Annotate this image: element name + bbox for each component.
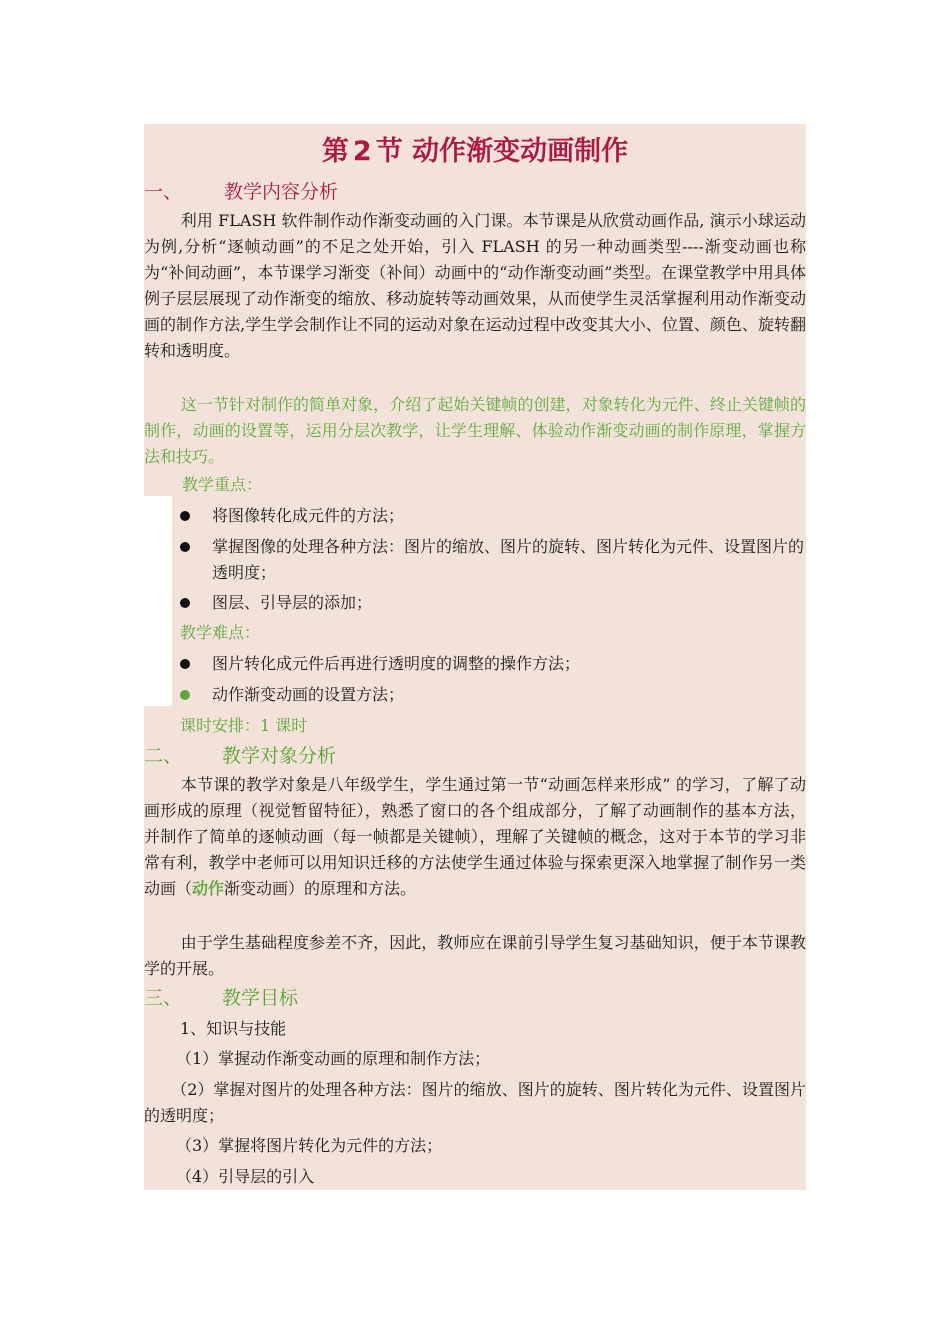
section2-paragraph-2: 由于学生基础程度参差不齐，因此，教师应在课前引导学生复习基础知识，便于本节课教学的开展。	[144, 933, 806, 978]
key-point-item: 将图像转化成元件的方法；	[180, 503, 806, 529]
section1-paragraph-2: 这一节针对制作的简单对象，介绍了起始关键帧的创建，对象转化为元件、终止关键帧的制作，动画的设置等，运用分层次教学，让学生理解、体验动作渐变动画的制作原理，掌握方法和技巧。	[144, 395, 806, 466]
bullet-icon	[180, 690, 190, 700]
section3-heading	[144, 984, 298, 1012]
bullet-icon	[180, 659, 190, 669]
objective-item: （2）掌握对图片的处理各种方法：图片的缩放、图片的旋转、图片转化为元件、设置图片的透明度；	[144, 1080, 806, 1125]
section3-title: 教学目标	[222, 987, 299, 1009]
section2-marker: 二、	[144, 745, 183, 767]
objective-subheading: 1、知识与技能	[180, 1019, 287, 1038]
section2-heading	[144, 742, 336, 770]
section1-paragraph-1: 利用 FLASH 软件制作动作渐变动画的入门课。本节课是从欣赏动画作品, 演示小球运动为例,分析“逐帧动画”的不足之处开始，引入 FLASH 的另一种动画类型----渐变动画也称为“补间动画”，本节课学习渐变（补间）动画中的“动作渐变动画”类型。在课堂教学中用具体例子层层展现了动作渐变的缩放、移动旋转等动画效果，从而使学生灵活掌握利用动作渐变动画的制作方法,学生学会制作让不同的运动对象在运动过程中改变其大小、位置、颜色、旋转翻转和透明度。	[144, 211, 806, 360]
bullet-icon	[180, 511, 190, 521]
objective-item: （1）掌握动作渐变动画的原理和制作方法；	[176, 1049, 491, 1068]
page-title: 第 2 节 动作渐变动画制作	[321, 136, 629, 167]
difficult-point-item: 图片转化成元件后再进行透明度的调整的操作方法；	[180, 651, 806, 677]
objective-item: （4）引导层的引入	[176, 1167, 315, 1186]
highlight-text: 动作	[192, 879, 225, 898]
margin-strip	[144, 496, 172, 706]
key-point-item: 图层、引导层的添加；	[180, 590, 806, 616]
section3-marker: 三、	[144, 987, 183, 1009]
objective-item: （3）掌握将图片转化为元件的方法；	[176, 1136, 443, 1155]
key-points-label: 教学重点：	[182, 475, 263, 494]
difficult-point-item: 动作渐变动画的设置方法；	[180, 682, 806, 708]
section1-heading	[144, 178, 338, 206]
key-point-item: 掌握图像的处理各种方法：图片的缩放、图片的旋转、图片转化为元件、设置图片的透明度；	[180, 534, 806, 586]
bullet-icon	[180, 598, 190, 608]
section2-title: 教学对象分析	[222, 745, 337, 767]
section1-title: 教学内容分析	[224, 181, 339, 203]
document-page	[144, 124, 806, 1190]
section1-marker: 一、	[144, 181, 183, 203]
section2-paragraph-1: 本节课的教学对象是八年级学生，学生通过第一节“动画怎样来形成” 的学习，了解了动画形成的原理（视觉暂留特征），熟悉了窗口的各个组成部分，了解了动画制作的基本方法，并制作了简单的逐帧动画（每一帧都是关键帧），理解了关键帧的概念，这对于本节的学习非常有利，教学中老师可以用知识迁移的方法使学生通过体验与探索更深入地掌握了制作另一类动画（动作渐变动画）的原理和方法。	[144, 775, 806, 898]
class-hours: 课时安排：1 课时	[180, 716, 308, 735]
difficult-points-label: 教学难点：	[180, 623, 261, 642]
bullet-icon	[180, 542, 190, 552]
